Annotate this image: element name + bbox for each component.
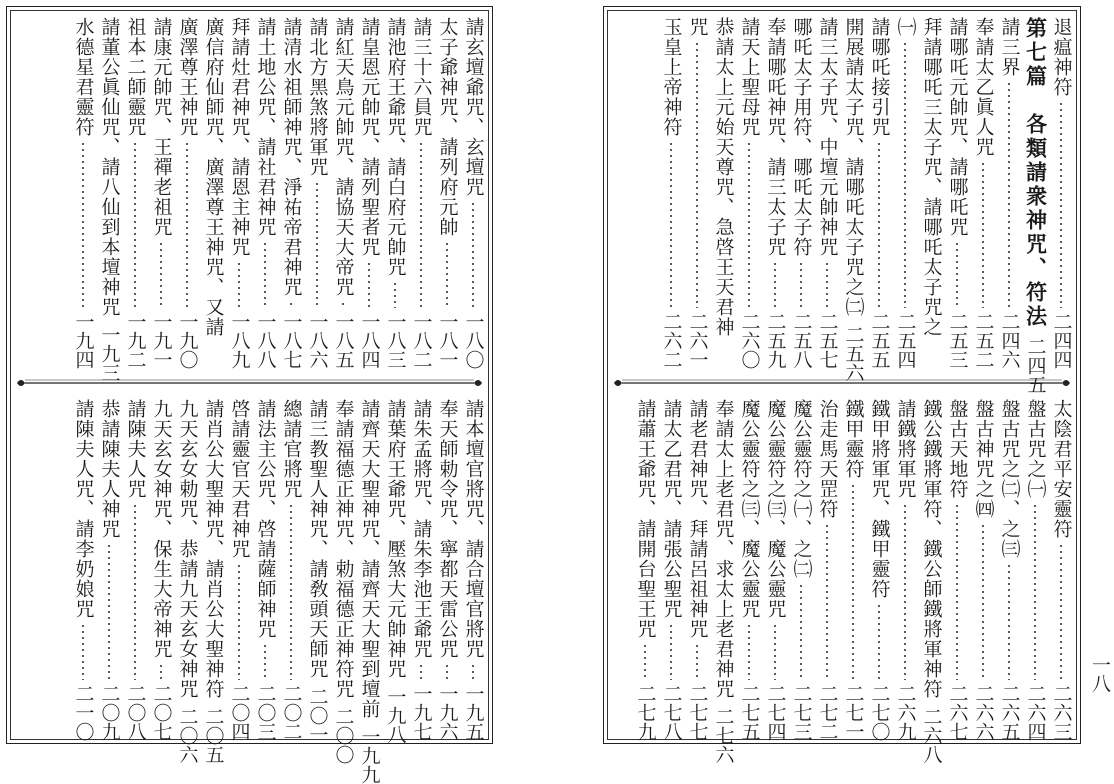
toc-entry-title: 請葉府王爺咒、壓煞大元帥神咒 [384,399,407,679]
toc-entry-title: 盤古神咒之㈣ [972,399,995,519]
toc-entry-title: 九天玄女勅咒、恭請九天玄女神咒 [176,399,199,699]
toc-entry [684,17,710,369]
toc-page-number: 一九九 [358,727,381,784]
leader-dots [134,503,136,680]
toc-page-number: 一九一 [150,312,173,369]
leader-dots [774,261,776,308]
leader-dots [446,663,448,680]
leader-dots [826,523,828,680]
leader-dots [186,141,188,308]
toc-page-number: 二四五 [1024,337,1047,394]
leader-dots [800,261,802,308]
toc-page-number: 二五二 [972,312,995,369]
right-top-section [610,17,1074,394]
toc-page-number: 一九三 [98,325,121,382]
toc-entry-title: 水德星君靈符 [72,17,95,137]
toc-entry [866,17,892,369]
leader-dots [696,41,698,308]
toc-page-number: 二七〇 [868,684,891,741]
toc-entry [736,399,762,741]
toc-entry-title: 魔公靈符之㈢、魔公靈咒 [738,399,761,619]
toc-page-number: 二七九 [634,684,657,741]
toc-page-number: 一九二 [124,312,147,369]
toc-page-number: 一八二 [410,312,433,369]
toc-entry [278,17,304,369]
toc-entry-title: 請康元帥咒、王禪老祖咒 [150,17,173,237]
toc-entry-title: 九天玄女神咒、保生大帝神咒 [150,399,173,659]
leader-dots [1008,81,1010,308]
leader-dots [316,181,318,308]
toc-entry [408,399,434,741]
leader-dots [368,261,370,308]
toc-entry-title: 請三十六員咒 [410,17,433,137]
toc-entry-title: 請朱孟將咒、請朱李池王爺咒 [410,399,433,659]
toc-page-number: 一八五 [332,312,355,369]
toc-entry-title: 請天上聖母咒 [738,17,761,137]
toc-entry-title: 盤古咒之㈠ [1024,399,1047,499]
toc-entry-title: 請池府王爺咒、請白府元帥咒 [384,17,407,277]
leader-dots [108,543,110,680]
toc-page-number: 二七六 [712,707,735,764]
leader-dots [238,563,240,680]
leader-dots [1060,543,1062,680]
toc-page-number: 二四四 [1050,312,1073,369]
toc-entry [122,17,148,369]
toc-entry-title: 第七篇 各類請衆神咒、符法 [1023,17,1048,329]
toc-entry-title: 請肖公大聖神咒、請肖公大聖神符 [202,399,225,699]
leader-dots [82,623,84,680]
toc-page-number: 二〇一 [306,687,329,744]
leader-dots [878,603,880,680]
toc-entry [356,17,382,369]
toc-page-number: 一八六 [306,312,329,369]
leader-dots [800,583,802,680]
toc-entry [970,399,996,741]
toc-entry-title: 退瘟神符 [1050,17,1073,97]
leader-dots [956,241,958,308]
toc-page-number: 二五九 [764,312,787,369]
toc-entry-title: 開展請太子咒、請哪吒太子咒之㈡ [842,17,865,317]
toc-entry [330,399,356,764]
toc-entry-title: 請清水祖師神咒、淨祐帝君神咒 [280,17,303,297]
toc-entry-title: 祖本二師靈咒 [124,17,147,137]
leader-dots [1008,563,1010,680]
leader-dots [472,201,474,308]
leader-dots [670,623,672,680]
toc-page-number: 二七一 [842,684,865,741]
toc-entry-title: 奉請福德正神咒、勅福德正神符咒 [332,399,355,699]
toc-entry-title: 請三太子咒、中壇元帥神咒 [816,17,839,257]
leader-dots [134,141,136,308]
leader-dots [878,141,880,308]
toc-entry [148,17,174,369]
toc-entry-title: 魔公靈符之㈠、之㈡ [790,399,813,579]
toc-entry-title: 廣澤尊王神咒 [176,17,199,137]
leader-dots [82,141,84,308]
left-page [6,6,493,784]
toc-entry [434,17,460,369]
toc-entry-title: 恭請陳夫人神咒 [98,399,121,539]
leader-dots [904,503,906,680]
toc-entry-title: 魔公靈符之㈢、魔公靈咒 [764,399,787,619]
toc-page-number: 二六五 [998,684,1021,741]
toc-entry [710,399,736,764]
toc-entry [330,17,356,369]
toc-entry [304,17,330,369]
toc-entry [658,399,684,741]
toc-entry-title: 請三界 [998,17,1021,77]
toc-entry-title: 請陳夫人咒、請李奶娘咒 [72,399,95,619]
toc-page-number: 一九〇 [176,312,199,369]
toc-page-number: 二六六 [972,684,995,741]
toc-entry [944,399,970,741]
leader-dots [748,623,750,680]
toc-page-number: 二七二 [816,684,839,741]
toc-page-number: 一八三 [384,312,407,369]
toc-entry [122,399,148,741]
leader-dots [160,241,162,308]
leader-dots [394,281,396,308]
toc-entry [1048,17,1074,369]
toc-page-number: 一八九 [228,312,251,369]
leader-dots [826,261,828,308]
toc-entry-title: 請陳夫人咒 [124,399,147,499]
toc-entry-title: 鐵公鐵將軍符、鐵公師鐵將軍神符 [920,399,943,699]
toc-entry-title: 拜請灶君神咒、請恩主神咒 [228,17,251,257]
leader-dots [774,623,776,680]
leader-dots [472,663,474,680]
leader-dots [852,483,854,680]
toc-entry-title: 請紅天鳥元帥咒、請協天大帝咒 [332,17,355,297]
toc-entry [632,399,658,741]
leader-dots [670,141,672,308]
leader-dots [1060,101,1062,308]
toc-entry [200,17,226,369]
toc-entry [658,17,684,369]
toc-entry-title: 太子爺神咒、請列府元帥 [436,17,459,237]
leader-dots [982,161,984,308]
toc-entry [226,17,252,369]
toc-entry-title: 拜請哪吒三太子咒、請哪吒太子咒之 [920,17,943,337]
toc-entry-title: 奉請太乙眞人咒 [972,17,995,157]
toc-entry-title: 恭請太上元始天尊咒、急啓王天君神 [712,17,735,337]
toc-page-number: 二六四 [1024,684,1047,741]
toc-page-number: 二五八 [790,312,813,369]
leader-dots [956,503,958,680]
right-bottom-section [610,399,1074,764]
leader-dots [420,141,422,308]
leader-dots [290,503,292,680]
toc-entry-title: 請北方黑煞將軍咒 [306,17,329,177]
toc-page-number: 二〇二 [280,684,303,741]
toc-page-number: 二〇八 [124,684,147,741]
toc-page-number: 二〇三 [254,684,277,741]
toc-entry-title: 請土地公咒、請社君神咒 [254,17,277,237]
toc-entry [304,399,330,744]
left-bottom-section [13,399,486,784]
toc-page-number: 一九五 [462,684,485,741]
toc-entry [278,399,304,741]
toc-entry [226,399,252,741]
leader-dots [420,663,422,680]
toc-page-number: 二六三 [1050,684,1073,741]
toc-page-number: 二六八 [920,707,943,764]
toc-entry-title: 盤古咒之㈡、之㈢ [998,399,1021,559]
toc-entry [1048,399,1074,741]
leader-dots [982,523,984,680]
toc-page-number: 一九八 [384,687,407,744]
section-divider [612,375,1072,391]
toc-entry-title: 太陰君平安靈符 [1050,399,1073,539]
toc-entry-title: 鐵甲靈符 [842,399,865,479]
toc-page-number: 二〇五 [202,707,225,764]
toc-page-number: 二〇六 [176,707,199,764]
toc-entry [996,399,1022,741]
toc-entry [174,399,200,764]
toc-entry-title: 玉皇上帝神符 [660,17,683,137]
toc-entry [788,399,814,741]
toc-entry-title: 請董公眞仙咒、請八仙到本壇神咒 [98,17,121,317]
leader-dots [264,241,266,308]
toc-entry [788,17,814,369]
leader-dots [644,643,646,680]
toc-entry-title: 治走馬天罡符 [816,399,839,519]
toc-entry-title: 哪吒太子用符、哪吒太子符 [790,17,813,257]
toc-entry [918,17,944,369]
toc-entry [762,17,788,369]
toc-entry-title: 請皇恩元帥咒、請列聖者咒 [358,17,381,257]
toc-page-number: 二五五 [868,312,891,369]
toc-page-number: 一九四 [72,312,95,369]
toc-entry [944,17,970,369]
toc-entry [460,399,486,741]
toc-entry [148,399,174,741]
chapter-heading [1022,17,1048,394]
toc-entry [840,17,866,382]
toc-entry-title: 請法主公咒、啓請薩師神咒 [254,399,277,639]
toc-page-number: 二七八 [660,684,683,741]
toc-page-number: 二〇〇 [332,707,355,764]
toc-entry-title: 請老君神咒、拜請呂祖神咒 [686,399,709,639]
toc-page-number: 二五三 [946,312,969,369]
toc-page-number: 一八〇 [462,312,485,369]
toc-entry [252,399,278,741]
toc-entry-title: 請太乙君咒、請張公聖咒 [660,399,683,619]
toc-page-number: 二六二 [660,312,683,369]
page-number-marker: 一八 [1089,655,1111,693]
toc-page-number: 一八一 [436,312,459,369]
leader-dots [160,663,162,680]
toc-entry [840,399,866,741]
toc-page-number: 二六一 [686,312,709,369]
toc-entry [434,399,460,741]
toc-entry-title: 請鐵將軍咒 [894,399,917,499]
leader-dots [904,41,906,308]
right-page [603,6,1081,764]
toc-page-number: 二六〇 [738,312,761,369]
toc-entry [892,17,918,369]
toc-page-number: 二四六 [998,312,1021,369]
toc-entry-title: 奉請哪吒神咒、請三太子咒 [764,17,787,257]
toc-entry-title: 請哪吒接引咒 [868,17,891,137]
toc-page-number: 一九六 [436,684,459,741]
toc-entry-title: 奉天師勅令咒、寧都天雷公咒 [436,399,459,659]
toc-entry [460,17,486,369]
toc-entry [814,17,840,369]
toc-entry-title: 啓請靈官天君神咒 [228,399,251,559]
toc-entry-title: 總請官將咒 [280,399,303,499]
toc-page-number: 一九七 [410,684,433,741]
toc-page-number: 二七七 [686,684,709,741]
toc-page-number: 一八四 [358,312,381,369]
section-divider [15,375,484,391]
toc-entry-title: 請哪吒元帥咒、請哪吒咒 [946,17,969,237]
toc-page-number: 二五七 [816,312,839,369]
leader-dots [748,141,750,308]
toc-page-number: 二〇七 [150,684,173,741]
toc-entry-title: 咒 [686,17,709,37]
toc-entry [96,17,122,382]
toc-entry [174,17,200,369]
toc-entry [382,17,408,369]
toc-entry [866,399,892,741]
toc-entry [70,17,96,369]
leader-dots [264,643,266,680]
leader-dots [342,301,344,308]
toc-page-number: 二七五 [738,684,761,741]
toc-entry [408,17,434,369]
toc-entry-title: 請齊天大聖神咒、請齊天大聖到壇前 [358,399,381,719]
toc-entry [382,399,408,744]
toc-page-number: 二〇九 [98,684,121,741]
leader-dots [696,643,698,680]
toc-entry-title: 請蕭王爺咒、請開台聖王咒 [634,399,657,639]
toc-page-number: 二五六 [842,325,865,382]
toc-entry-title: 鐵甲將軍咒、鐵甲靈符 [868,399,891,599]
toc-entry [710,17,736,369]
toc-page-number: 二六九 [894,684,917,741]
toc-entry-title: 請本壇官將咒、請合壇官將咒 [462,399,485,659]
leader-dots [290,301,292,308]
toc-entry [762,399,788,741]
leader-dots [238,261,240,308]
toc-entry-title: ㈠ [894,17,917,37]
toc-entry [918,399,944,764]
toc-page-number: 二七四 [764,684,787,741]
toc-entry-title: 請三教聖人神咒、請敎頭天師咒 [306,399,329,679]
toc-entry [1022,399,1048,741]
toc-entry [892,399,918,741]
leader-dots [446,241,448,308]
toc-entry-title: 奉請太上老君咒、求太上老君神咒 [712,399,735,699]
toc-page-number: 二六七 [946,684,969,741]
toc-entry-title: 盤古天地符 [946,399,969,499]
leader-dots [1034,503,1036,680]
toc-entry-title: 廣信府仙師咒、廣澤尊王神咒、又請 [202,17,225,337]
toc-entry-title: 請玄壇爺咒、玄壇咒 [462,17,485,197]
toc-entry [814,399,840,741]
toc-page-number: 二五四 [894,312,917,369]
toc-entry [70,399,96,741]
toc-page-number: 一八七 [280,312,303,369]
toc-entry [96,399,122,741]
left-top-section [13,17,486,382]
toc-entry [736,17,762,369]
toc-page-number: 二〇四 [228,684,251,741]
toc-entry [200,399,226,764]
toc-page-number: 一八八 [254,312,277,369]
toc-entry [252,17,278,369]
toc-entry [996,17,1022,369]
toc-entry [970,17,996,369]
toc-entry [356,399,382,784]
toc-page-number: 二一〇 [72,684,95,741]
toc-page-number: 二七三 [790,684,813,741]
toc-entry [684,399,710,741]
